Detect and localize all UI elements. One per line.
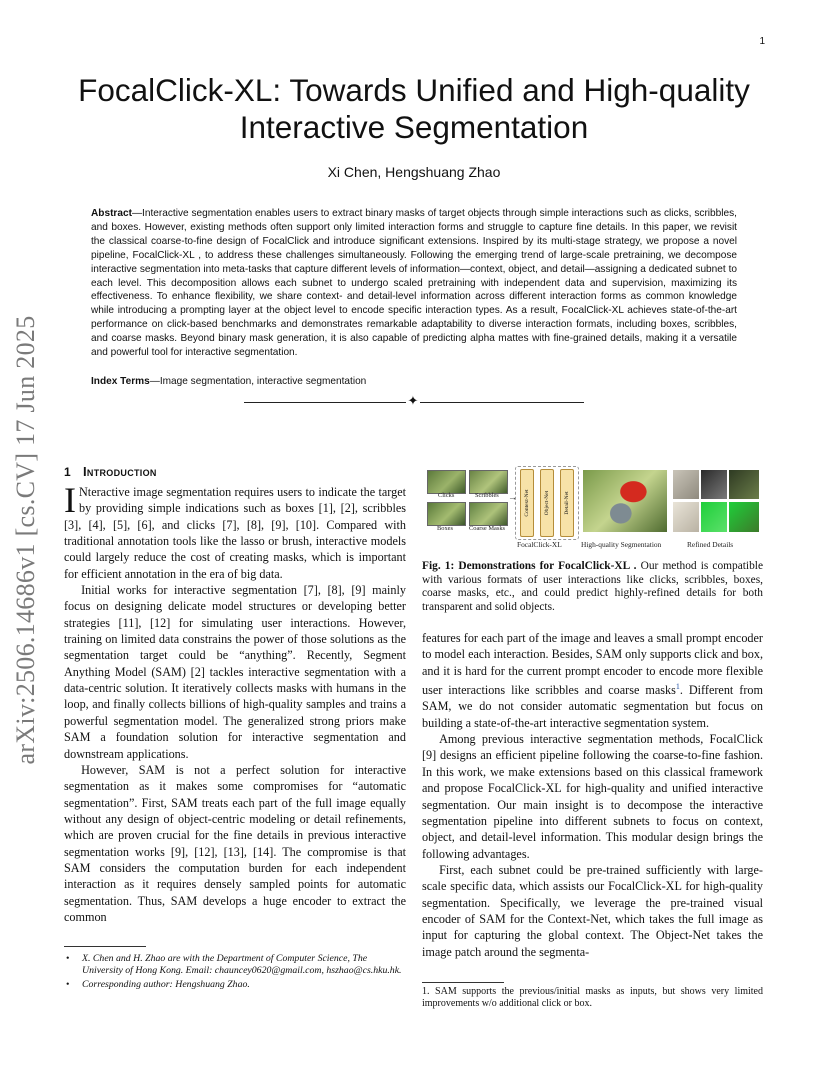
- coarse-masks-thumbnail: [469, 502, 508, 526]
- right-paragraph-3: First, each subnet could be pre-trained sufficiently with large-scale specific data, which assists our FocalClick-XL for high-quality segmentation. Specifically, we leverage the pre-trained visual encoder of SAM for the Context-Net, which takes the full image as input for capturing the global context. The Object-Net takes the image patch around the segmenta-: [422, 862, 763, 959]
- clicks-thumbnail: [427, 470, 466, 494]
- refined-detail-1: [673, 470, 699, 499]
- section-title: Introduction: [82, 464, 157, 479]
- intro-paragraph-1: I Nteractive image segmentation requires users to indicate the target by providing simple indications such as boxes [1], [2], scribbles [3], [4], [5], [6], and clicks [7], [8], [9], [10]. Compared with traditional annotation tools like the lasso or brush, interactive models could largely reduce the cost of creating masks, which is important for efficient annotation in the era of big data.: [64, 480, 406, 581]
- title-line-2: Interactive Segmentation: [239, 109, 589, 145]
- refined-detail-3: [729, 470, 759, 499]
- intro-paragraph-2: Initial works for interactive segmentation [7], [8], [9] mainly focus on designing delicate model structures or developing better strategies [11], [12] for simulating user interactions. However, training on limited data constrains the power of those solutions as the segmentation target could be “anything”. Recently, Segment Anything Model (SAM) [2] tackles interactive segmentation with a data-centric solution. It iteratively collects masks with humans in the loop, and finally collects billions of high-quality samples and trains a powerful segmentation model. The generalized strong priors make SAM a foundation solution for interactive segmentation and downstream applications.: [64, 583, 406, 761]
- index-terms-label: Index Terms: [91, 376, 150, 387]
- footnote-marker[interactable]: 1: [675, 682, 680, 692]
- hq-segmentation-label: High-quality Segmentation: [581, 540, 662, 549]
- boxes-label: Boxes: [437, 525, 453, 532]
- right-column: [422, 630, 763, 960]
- arxiv-identifier: arXiv:2506.14686v1 [cs.CV] 17 Jun 2025: [11, 315, 40, 765]
- abstract: [91, 207, 737, 360]
- corresponding-author-footnote: • Corresponding author: Hengshuang Zhao.: [64, 979, 409, 991]
- right-paragraph-1: features for each part of the image and leaves a small prompt encoder to model each interaction. Besides, SAM only supports click and box, and it is hard for the current prompt encoder to encode more flexible user interactions like scribbles and coarse masks$^1$. Different from SAM, we do not consider automatic segmentation but focus on building a state-of-the-art interactive segmentation system.: [422, 631, 763, 730]
- authors: Xi Chen, Hengshuang Zhao: [327, 164, 501, 180]
- abstract-label: Abstract: [91, 208, 132, 219]
- segmentation-result-image: [583, 470, 667, 532]
- abstract-text: —Interactive segmentation enables users to extract binary masks of target objects through simple interactions such as clicks, scribbles, and boxes. However, existing methods often support only limited interaction forms and struggle to capture fine details. In this paper, we revisit the classical coarse-to-fine design of FocalClick and introduce significant extensions. Inspired by its multi-stage strategy, we propose a novel pipeline, FocalClick-XL , to address these challenges simultaneously. Following the emerging trend of large-scale pretraining, we decompose interactive segmentation into meta-tasks that capture different levels of information—context, object, and detail—assigning a dedicated subnet to each level. This decomposition allows each subnet to undergo scaled pretraining with independent data and supervision, maximizing its effectiveness. To enhance flexibility, we share context- and detail-level information across different interaction forms as common knowledge while introducing a prompting layer at the object level to encode specific interaction types. As a result, FocalClick-XL achieves state-of-the-art performance on click-based benchmarks and demonstrates remarkable adaptability to diverse interaction formats, including boxes, scribbles, and coarse masks. Beyond binary mask generation, it is also capable of predicting alpha mattes with fine-grained details, making it a versatile and powerful tool for interactive segmentation.: [91, 208, 737, 359]
- scribbles-label: Scribbles: [475, 492, 499, 499]
- refined-detail-6: [729, 502, 759, 532]
- pipeline-box: [515, 466, 579, 540]
- figure-1: [425, 464, 763, 550]
- focalclick-label: FocalClick-XL: [517, 540, 562, 549]
- index-terms-text: —Image segmentation, interactive segmentation: [149, 376, 367, 387]
- intro-paragraph-3: However, SAM is not a perfect solution for interactive segmentation as it makes some compromises for “automatic segmentation”. First, SAM treats each part of the full image equally without any design of object-centric modeling or detail refinements, which are proven crucial for the fine details in previous interactive segmentation works [9], [12], [13], [14]. The compromise is that SAM considers the computation burden for each independent interaction as it requires densely sampled points for automatic segmentation. Thus, SAM develops a huge encoder to extract the common: [64, 762, 406, 924]
- caption-text: Our method is compatible with various formats of user interactions like clicks, scribbles, boxes, coarse masks, etc., and could predict highly-refined details for both transparent and solid objects.: [422, 560, 764, 613]
- boxes-thumbnail: [427, 502, 466, 526]
- title-line-1: FocalClick-XL: Towards Unified and High-quality: [78, 72, 750, 108]
- figure-caption: [422, 560, 763, 614]
- section-number: 1: [64, 465, 71, 479]
- affiliation-footnote: • X. Chen and H. Zhao are with the Department of Computer Science, The University of Hong Kong. Email: chauncey0620@gmail.com, hszhao@cs.hku.hk.: [64, 953, 409, 977]
- divider-ornament-icon: ✦: [407, 394, 419, 409]
- drop-cap: I: [64, 480, 76, 520]
- sam-footnote: 1. SAM supports the previous/initial masks as inputs, but shows very limited improvements w/o additional click or box.: [422, 986, 763, 1009]
- caption-label: Fig. 1: Demonstrations for FocalClick-XL .: [422, 560, 637, 572]
- refined-detail-4: [673, 502, 699, 532]
- affiliation-footnotes: [64, 953, 409, 994]
- scribbles-thumbnail: [469, 470, 508, 494]
- refined-details-label: Refined Details: [687, 540, 734, 549]
- paper-title: [60, 72, 768, 146]
- page-number: 1: [759, 36, 765, 47]
- index-terms: [91, 376, 737, 387]
- clicks-label: Clicks: [438, 492, 455, 499]
- arrow-icon: →: [508, 492, 517, 502]
- footnote-rule-left: [64, 946, 146, 947]
- refined-detail-2: [701, 470, 727, 499]
- arxiv-side-stamp: [0, 0, 52, 1072]
- footnote-rule-right: [422, 982, 504, 983]
- coarse-masks-label: Coarse Masks: [469, 525, 506, 532]
- left-column: [64, 480, 406, 925]
- refined-detail-5: [701, 502, 727, 532]
- context-net-block: Context-Net: [520, 469, 534, 537]
- section-heading: [64, 464, 157, 479]
- right-paragraph-2: Among previous interactive segmentation methods, FocalClick [9] designs an efficient pipeline following the coarse-to-fine fashion. In this work, we make extensions based on this classical framework and propose FocalClick-XL for high-quality and unified interactive segmentation. Our main insight is to decompose the interactive segmentation pipeline into different subnets to focus on context, object, and detail-level information. This modular design brings the following advantages.: [422, 732, 763, 861]
- object-net-block: Object-Net: [540, 469, 554, 537]
- detail-net-block: Detail-Net: [560, 469, 574, 537]
